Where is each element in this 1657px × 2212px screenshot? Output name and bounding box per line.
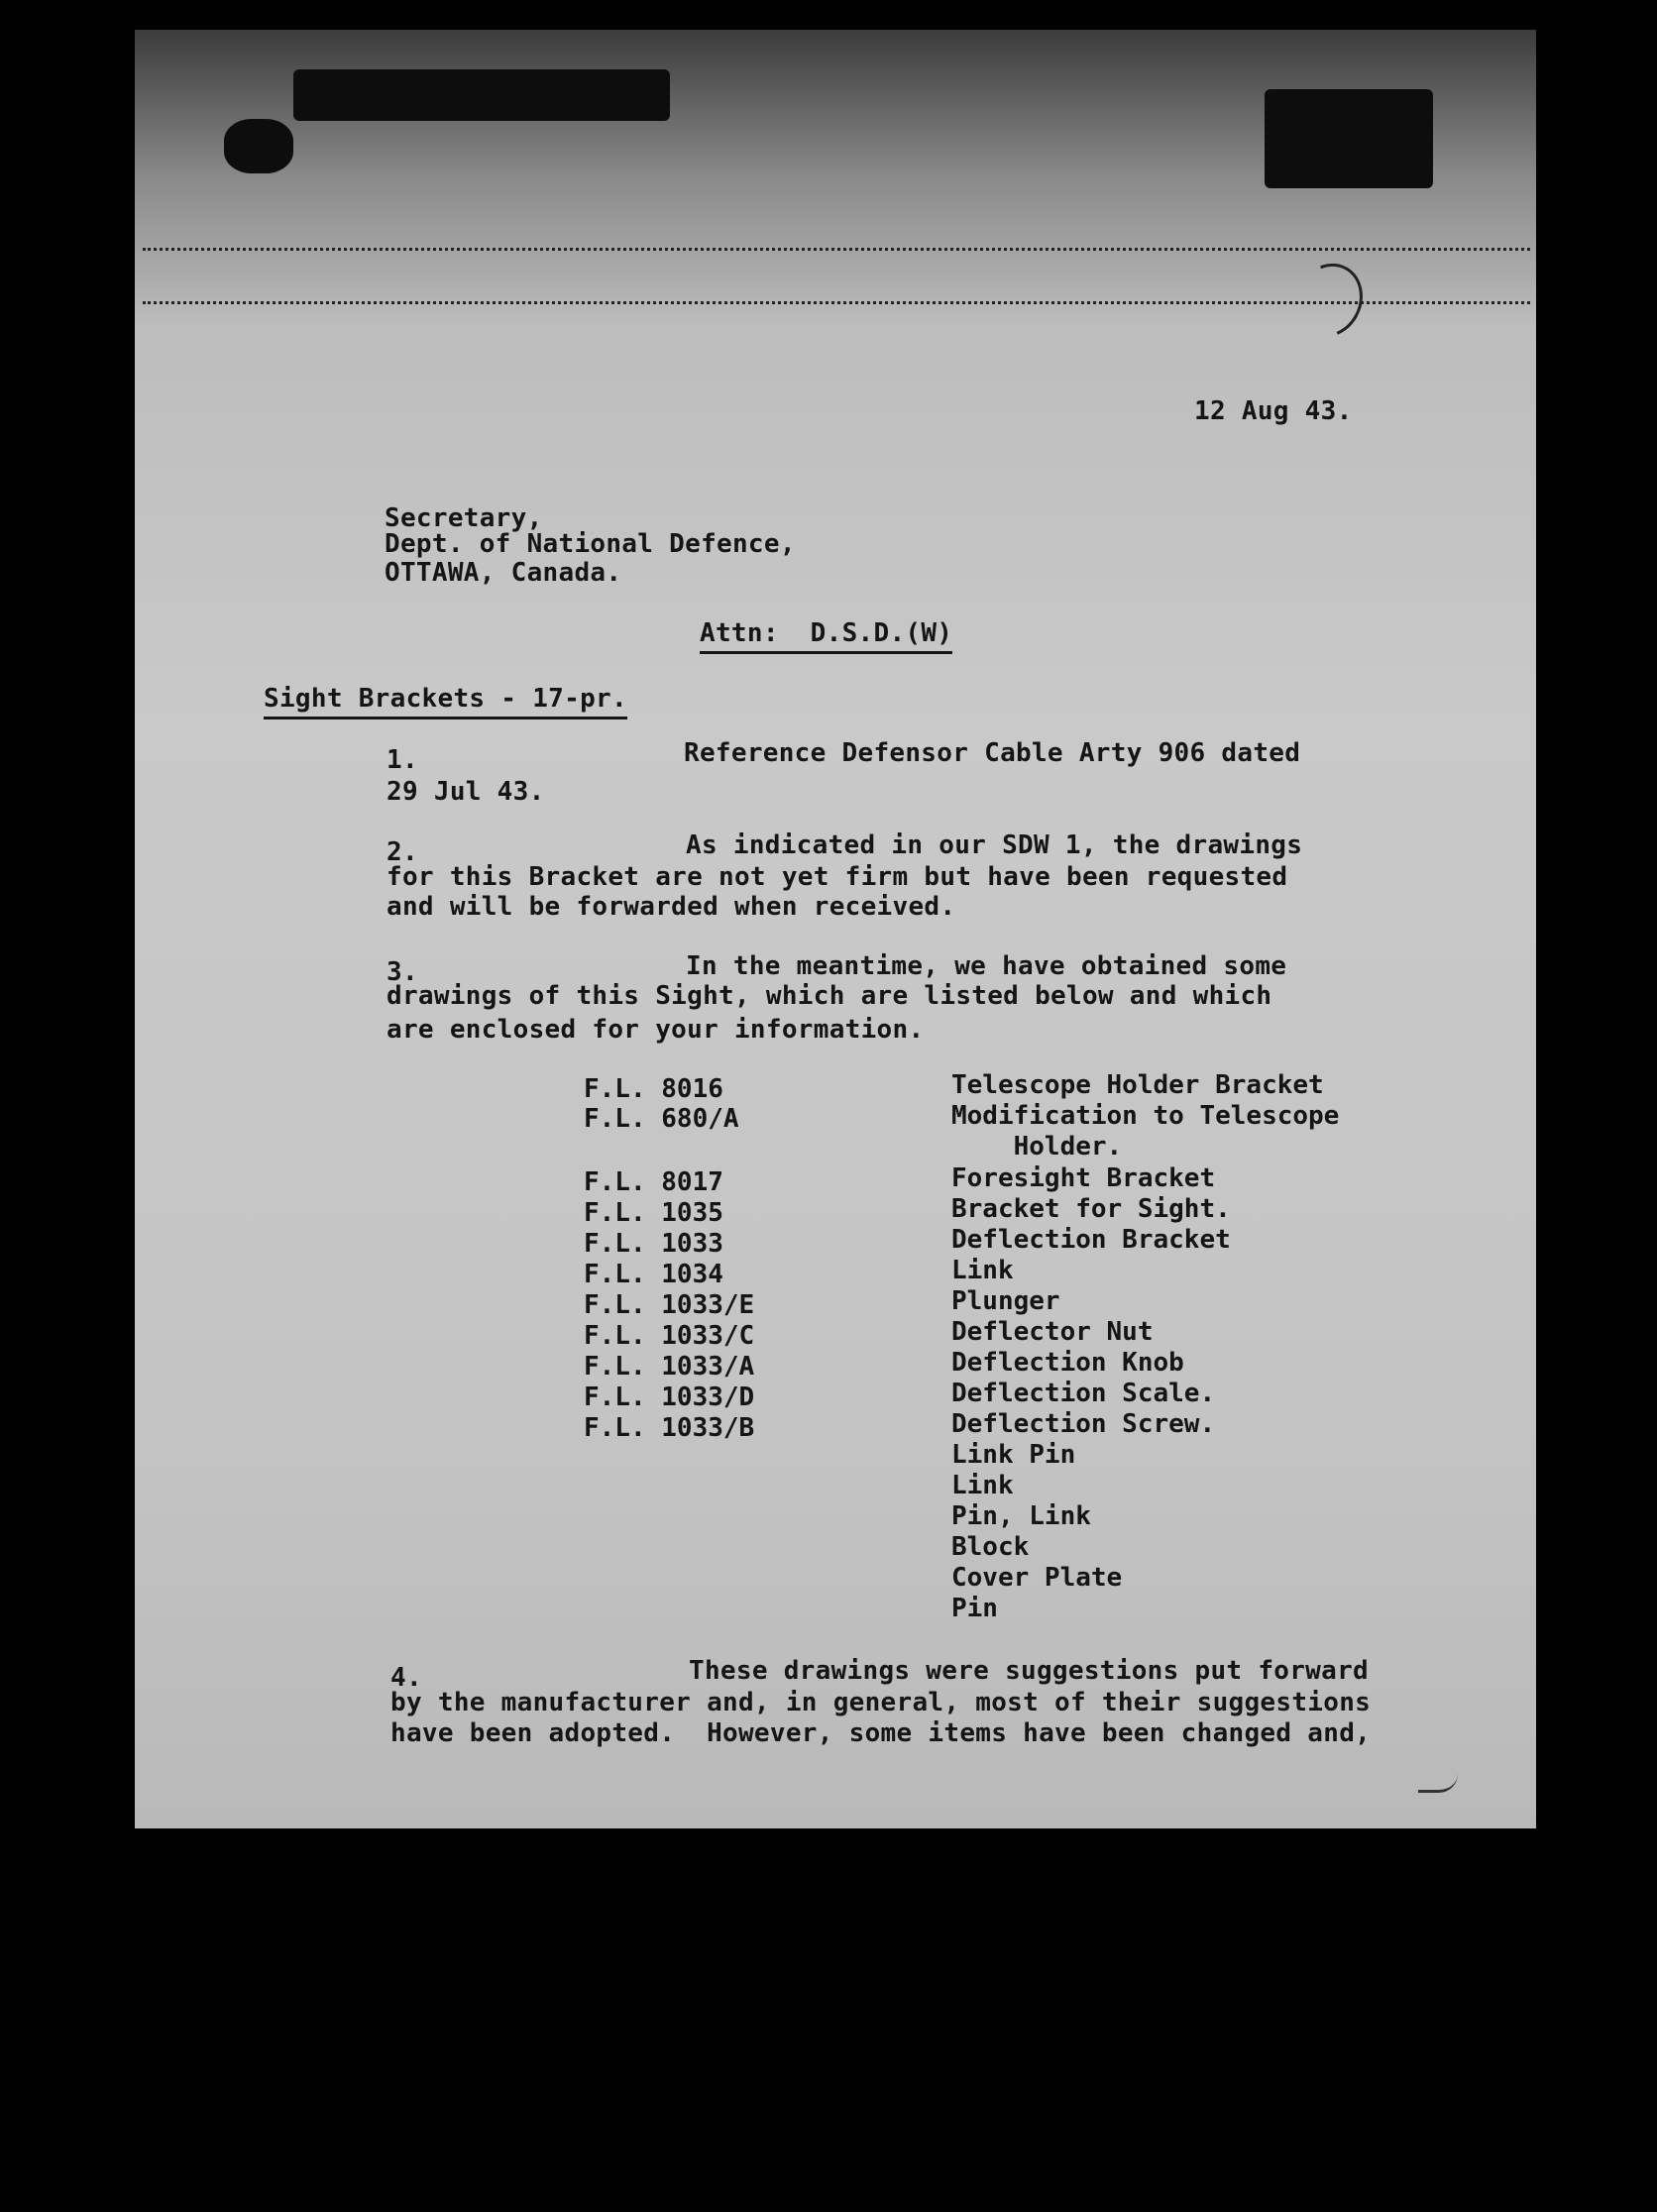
drawing-title: Deflection Knob	[951, 1348, 1184, 1378]
paragraph-3-first-line: In the meantime, we have obtained some	[686, 951, 1287, 981]
handwritten-mark	[1283, 253, 1375, 349]
paragraph-2-line-2: for this Bracket are not yet firm but have been requested	[387, 862, 1288, 892]
drawing-number: F.L. 1033/B	[584, 1413, 755, 1443]
paragraph-1-number: 1.	[387, 745, 418, 775]
paragraph-3-line-3: are enclosed for your information.	[387, 1015, 925, 1045]
fold-line-1	[143, 248, 1530, 251]
drawing-title: Link	[951, 1256, 1014, 1285]
drawing-title: Cover Plate	[951, 1563, 1123, 1593]
drawing-number: F.L. 1033/A	[584, 1352, 755, 1382]
paragraph-4-line-2: by the manufacturer and, in general, most of their suggestions	[390, 1688, 1372, 1717]
attention-line: Attn: D.S.D.(W)	[700, 618, 952, 654]
drawing-title: Deflector Nut	[951, 1317, 1154, 1347]
drawing-number: F.L. 1033/E	[584, 1290, 755, 1320]
drawing-title: Plunger	[951, 1286, 1060, 1316]
paragraph-2-first-line: As indicated in our SDW 1, the drawings	[686, 830, 1303, 860]
paragraph-4-first-line: These drawings were suggestions put forward	[689, 1656, 1369, 1686]
paragraph-1-line-2: 29 Jul 43.	[387, 777, 545, 807]
paragraph-4-number: 4.	[390, 1663, 422, 1693]
document-page	[135, 30, 1536, 1828]
drawing-number: F.L. 1034	[584, 1260, 723, 1289]
drawing-title: Pin	[951, 1594, 998, 1623]
recipient-line-1: Secretary,	[385, 503, 543, 533]
drawing-title: Link Pin	[951, 1440, 1076, 1470]
paragraph-3-line-2: drawings of this Sight, which are listed below and which	[387, 981, 1272, 1011]
drawing-number: F.L. 8016	[584, 1074, 723, 1104]
paragraph-2-line-3: and will be forwarded when received.	[387, 892, 956, 922]
drawing-title: Deflection Scale.	[951, 1379, 1216, 1408]
drawing-number: F.L. 680/A	[584, 1104, 739, 1134]
drawing-number: F.L. 8017	[584, 1167, 723, 1197]
drawing-title: Pin, Link	[951, 1501, 1091, 1531]
redacted-header-left	[293, 69, 670, 121]
letter-date: 12 Aug 43.	[1194, 396, 1353, 426]
drawing-title: Bracket for Sight.	[951, 1194, 1231, 1224]
recipient-line-2: Dept. of National Defence,	[385, 529, 796, 559]
paragraph-3-number: 3.	[387, 957, 418, 987]
drawing-number: F.L. 1033/D	[584, 1382, 755, 1412]
redacted-blot	[224, 119, 293, 173]
drawing-title: Link	[951, 1471, 1014, 1500]
drawing-number: F.L. 1033	[584, 1229, 723, 1259]
redacted-header-right	[1265, 89, 1433, 188]
corner-tick-mark	[1418, 1774, 1458, 1793]
recipient-line-3: OTTAWA, Canada.	[385, 558, 622, 588]
drawing-title: Deflection Bracket	[951, 1225, 1231, 1255]
drawing-title: Modification to Telescope	[951, 1101, 1340, 1131]
drawing-title: Foresight Bracket	[951, 1163, 1216, 1193]
drawing-title: Telescope Holder Bracket	[951, 1070, 1324, 1100]
drawing-title: Block	[951, 1532, 1030, 1562]
paragraph-2-number: 2.	[387, 837, 418, 867]
drawing-number: F.L. 1035	[584, 1198, 723, 1228]
paragraph-1-first-line: Reference Defensor Cable Arty 906 dated	[684, 738, 1301, 768]
drawing-number: F.L. 1033/C	[584, 1321, 755, 1351]
subject-heading: Sight Brackets - 17-pr.	[264, 684, 627, 719]
drawing-title: Holder.	[951, 1132, 1123, 1161]
drawing-title: Deflection Screw.	[951, 1409, 1216, 1439]
paragraph-4-line-3: have been adopted. However, some items have been changed and,	[390, 1718, 1372, 1748]
